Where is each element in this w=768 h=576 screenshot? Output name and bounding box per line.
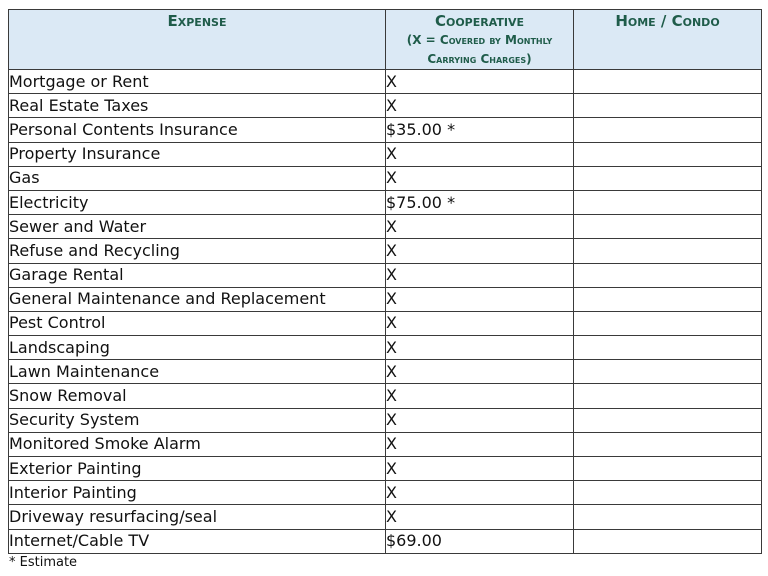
header-cooperative-label: Cooperative bbox=[434, 12, 525, 30]
expense-cell: Landscaping bbox=[9, 336, 386, 360]
table-row bbox=[9, 263, 762, 287]
table-row bbox=[9, 215, 762, 239]
cooperative-cell: X bbox=[386, 384, 574, 408]
expense-cell: Real Estate Taxes bbox=[9, 94, 386, 118]
cooperative-cell: $75.00 * bbox=[386, 190, 574, 214]
header-expense-label: Expense bbox=[167, 12, 227, 30]
table-row bbox=[9, 142, 762, 166]
cooperative-cell: X bbox=[386, 215, 574, 239]
home-condo-cell bbox=[574, 239, 762, 263]
footnote-estimate: * Estimate bbox=[9, 555, 78, 570]
table-row bbox=[9, 239, 762, 263]
home-condo-cell bbox=[574, 94, 762, 118]
expense-cell: Security System bbox=[9, 408, 386, 432]
table-row bbox=[9, 336, 762, 360]
home-condo-cell bbox=[574, 336, 762, 360]
cooperative-cell: X bbox=[386, 239, 574, 263]
cooperative-cell: $35.00 * bbox=[386, 118, 574, 142]
header-cooperative-note-line2: Carrying Charges) bbox=[427, 52, 532, 66]
home-condo-cell bbox=[574, 142, 762, 166]
header-cooperative bbox=[386, 10, 574, 70]
table-row bbox=[9, 94, 762, 118]
cooperative-cell: X bbox=[386, 311, 574, 335]
cooperative-cell: X bbox=[386, 432, 574, 456]
table-row bbox=[9, 505, 762, 529]
home-condo-cell bbox=[574, 190, 762, 214]
home-condo-cell bbox=[574, 384, 762, 408]
home-condo-cell bbox=[574, 311, 762, 335]
table-row bbox=[9, 70, 762, 94]
expense-cell: Personal Contents Insurance bbox=[9, 118, 386, 142]
home-condo-cell bbox=[574, 215, 762, 239]
home-condo-cell bbox=[574, 408, 762, 432]
cooperative-cell: X bbox=[386, 70, 574, 94]
expense-cell: Pest Control bbox=[9, 311, 386, 335]
header-cooperative-note-line1: (X = Covered by Monthly bbox=[406, 33, 553, 47]
cooperative-cell: X bbox=[386, 481, 574, 505]
home-condo-cell bbox=[574, 432, 762, 456]
expense-cell: Property Insurance bbox=[9, 142, 386, 166]
expense-cell: Sewer and Water bbox=[9, 215, 386, 239]
home-condo-cell bbox=[574, 166, 762, 190]
home-condo-cell bbox=[574, 263, 762, 287]
cooperative-cell: X bbox=[386, 457, 574, 481]
home-condo-cell bbox=[574, 287, 762, 311]
cooperative-cell: X bbox=[386, 408, 574, 432]
cooperative-cell: X bbox=[386, 360, 574, 384]
header-home-condo-label: Home / Condo bbox=[615, 12, 720, 30]
home-condo-cell bbox=[574, 481, 762, 505]
home-condo-cell bbox=[574, 457, 762, 481]
expense-cell: Electricity bbox=[9, 190, 386, 214]
cooperative-cell: X bbox=[386, 166, 574, 190]
home-condo-cell bbox=[574, 118, 762, 142]
expense-cell: Monitored Smoke Alarm bbox=[9, 432, 386, 456]
table-row bbox=[9, 457, 762, 481]
cooperative-cell: X bbox=[386, 287, 574, 311]
expense-cell: Interior Painting bbox=[9, 481, 386, 505]
cooperative-cell: X bbox=[386, 336, 574, 360]
table-row bbox=[9, 481, 762, 505]
table-row bbox=[9, 432, 762, 456]
header-home-condo bbox=[574, 10, 762, 70]
table-row bbox=[9, 360, 762, 384]
cooperative-cell: $69.00 bbox=[386, 529, 574, 553]
table-row bbox=[9, 311, 762, 335]
expense-cell: General Maintenance and Replacement bbox=[9, 287, 386, 311]
expense-cell: Exterior Painting bbox=[9, 457, 386, 481]
table-row bbox=[9, 408, 762, 432]
cooperative-cell: X bbox=[386, 94, 574, 118]
table-row bbox=[9, 384, 762, 408]
home-condo-cell bbox=[574, 505, 762, 529]
cooperative-cell: X bbox=[386, 505, 574, 529]
expense-cell: Refuse and Recycling bbox=[9, 239, 386, 263]
header-expense bbox=[9, 10, 386, 70]
table-header-row bbox=[9, 10, 762, 70]
table-body bbox=[9, 70, 762, 554]
expense-cell: Garage Rental bbox=[9, 263, 386, 287]
expense-cell: Gas bbox=[9, 166, 386, 190]
home-condo-cell bbox=[574, 529, 762, 553]
expense-comparison-sheet bbox=[8, 9, 762, 554]
table-row bbox=[9, 166, 762, 190]
expense-cell: Snow Removal bbox=[9, 384, 386, 408]
cooperative-cell: X bbox=[386, 142, 574, 166]
cooperative-cell: X bbox=[386, 263, 574, 287]
table-row bbox=[9, 529, 762, 553]
table-row bbox=[9, 190, 762, 214]
table-row bbox=[9, 118, 762, 142]
expense-cell: Mortgage or Rent bbox=[9, 70, 386, 94]
expense-cell: Driveway resurfacing/seal bbox=[9, 505, 386, 529]
expense-cell: Lawn Maintenance bbox=[9, 360, 386, 384]
table-row bbox=[9, 287, 762, 311]
expense-cell: Internet/Cable TV bbox=[9, 529, 386, 553]
home-condo-cell bbox=[574, 70, 762, 94]
home-condo-cell bbox=[574, 360, 762, 384]
expense-comparison-table bbox=[8, 9, 762, 554]
